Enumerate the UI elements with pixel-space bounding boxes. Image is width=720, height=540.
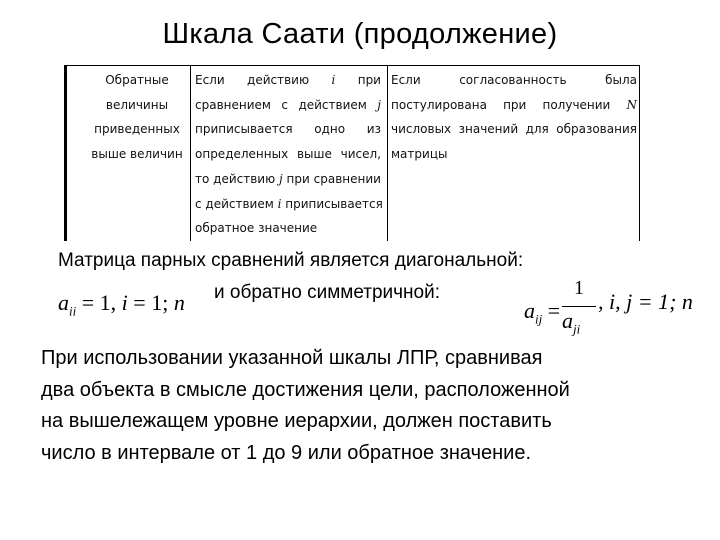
- paragraph-line: число в интервале от 1 до 9 или обратное значение.: [41, 441, 532, 464]
- col2-line3: приписывается одно из: [195, 122, 381, 136]
- col3-line2: постулирована при получении N: [391, 98, 637, 112]
- table-top-border: [64, 65, 640, 66]
- col3-line3: числовых значений для образования: [391, 122, 637, 136]
- col1-line3: приведенных: [94, 122, 180, 136]
- table-divider-1: [190, 65, 191, 241]
- paragraph-line: При использовании указанной шкалы ЛПР, сравнивая: [41, 347, 543, 369]
- col3-line4: матрицы: [391, 147, 448, 161]
- saaty-scale-table: [64, 65, 640, 241]
- col2-line6: с действием i приписывается: [195, 197, 383, 211]
- diagonal-formula: $a_{ii} = 1$, i = 1; n: [58, 290, 185, 319]
- symmetric-formula-fraction: 1 $a_{ji}$: [562, 277, 598, 343]
- col2-line5: то действию j при сравнении: [195, 172, 381, 186]
- col1-line1: Обратные: [105, 73, 169, 87]
- matrix-diagonal-text: Матрица парных сравнений является диагональной:: [58, 250, 524, 271]
- col1-line4: выше величин: [91, 147, 183, 161]
- col2-line2: сравнением с действием j: [195, 98, 381, 112]
- symmetric-formula-lhs: $a_{ij}$ =: [524, 298, 561, 327]
- col2-line4: определенных выше чисел,: [195, 147, 381, 161]
- table-right-border: [639, 65, 640, 241]
- col3-line1: Если согласованность была: [391, 73, 637, 87]
- matrix-symmetric-text: и обратно симметричной:: [214, 282, 441, 303]
- paragraph-line: на вышележащем уровне иерархии, должен поставить: [41, 410, 552, 432]
- table-left-border: [64, 65, 67, 241]
- table-divider-2: [387, 65, 388, 241]
- col1-line2: величины: [105, 98, 169, 112]
- col2-line7: обратное значение: [195, 221, 318, 235]
- symmetric-formula-tail: , i, j = 1; n: [598, 289, 693, 314]
- page-title: Шкала Саати (продолжение): [162, 18, 558, 50]
- col2-line1: Если действию i при: [195, 73, 381, 87]
- scale-usage-paragraph: [41, 343, 701, 469]
- paragraph-line: два объекта в смысле достижения цели, расположенной: [41, 378, 570, 401]
